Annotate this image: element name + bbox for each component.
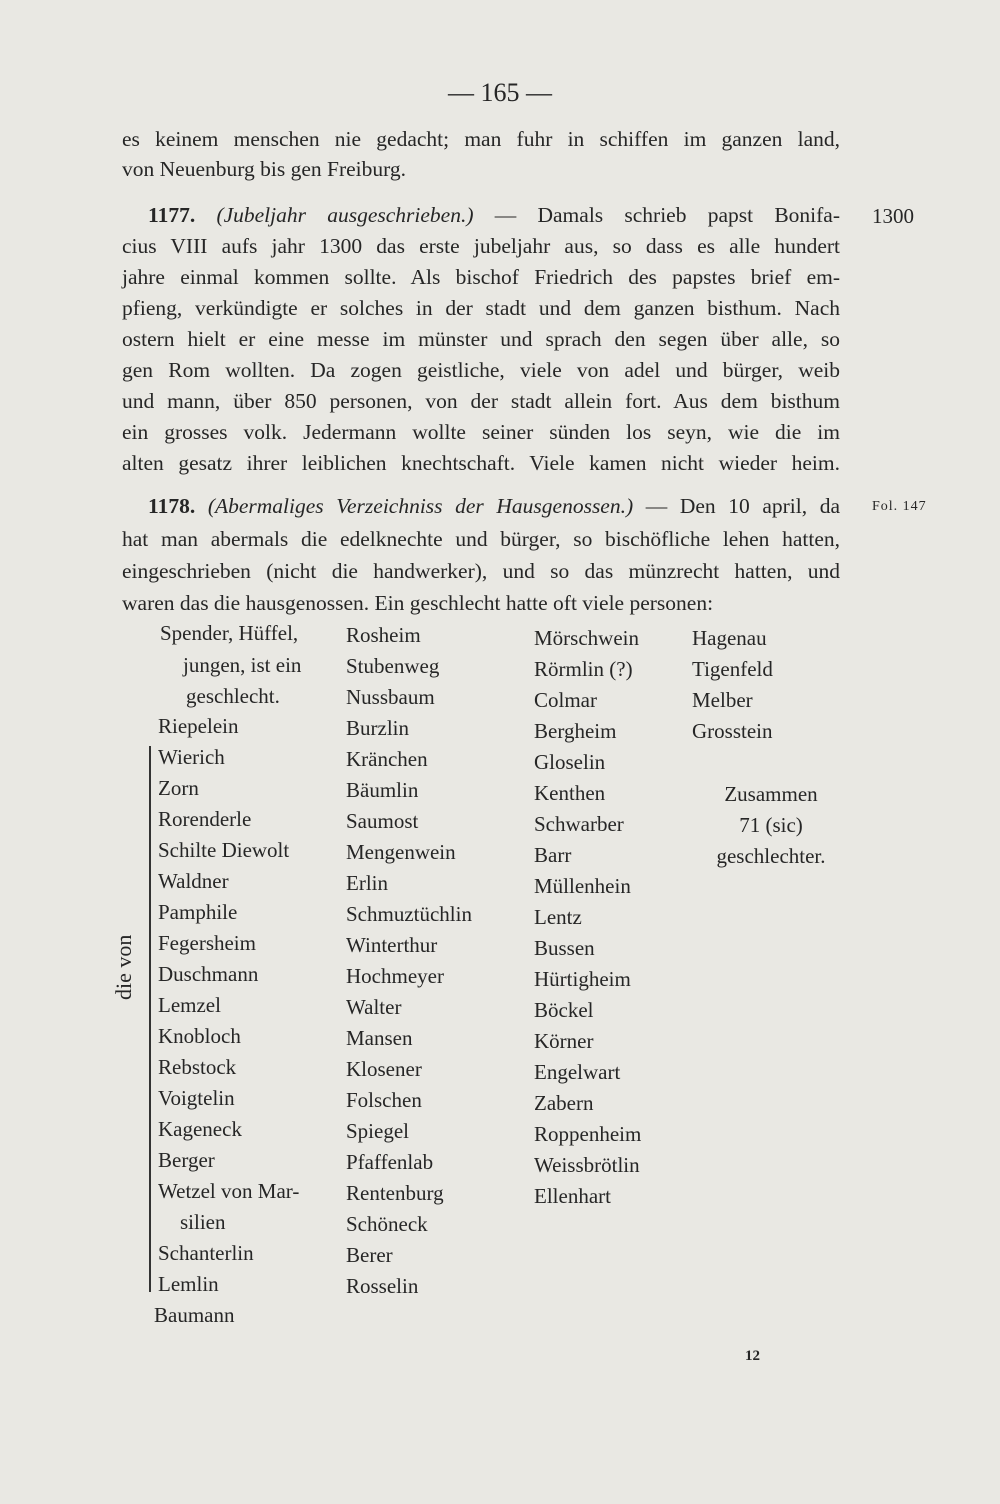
family-name: Grosstein: [692, 719, 773, 743]
family-name: Bergheim: [534, 719, 617, 743]
section-1178-heading-line: [148, 491, 840, 521]
family-name: Schmuztüchlin: [346, 902, 472, 926]
family-name: Engelwart: [534, 1060, 621, 1084]
page-number: — 165 —: [448, 78, 552, 107]
family-name: Tigenfeld: [692, 657, 773, 681]
family-name: Rörmlin (?): [534, 657, 633, 681]
family-name: Wierich: [158, 745, 225, 769]
family-name: Kenthen: [534, 781, 606, 805]
family-name: Lemzel: [158, 993, 221, 1017]
family-name: Kränchen: [346, 747, 428, 771]
family-name: Zabern: [534, 1091, 594, 1115]
family-name: Stubenweg: [346, 654, 440, 678]
family-name: jungen, ist ein: [183, 653, 302, 677]
family-name: Spender, Hüffel,: [160, 621, 299, 645]
text-line: waren das die hausgenossen. Ein geschlecht hatte oft viele personen:: [122, 591, 714, 615]
family-name: Rentenburg: [346, 1181, 444, 1205]
total-count: 71 (sic): [739, 813, 803, 837]
family-name: Mengenwein: [346, 840, 456, 864]
family-name: Zorn: [158, 776, 199, 800]
family-name: Spiegel: [346, 1119, 409, 1143]
family-name: Bäumlin: [346, 778, 419, 802]
family-name: Baumann: [154, 1303, 235, 1327]
family-name: Wetzel von Mar-: [158, 1179, 300, 1203]
family-name: Weissbrötlin: [534, 1153, 640, 1177]
family-name: Rosheim: [346, 623, 421, 647]
family-name: Pamphile: [158, 900, 238, 924]
brace-label: die von: [111, 934, 136, 1000]
total-unit: geschlechter.: [716, 844, 826, 868]
section-number: 1178.: [148, 494, 196, 518]
family-name: Nussbaum: [346, 685, 435, 709]
family-name: Melber: [692, 688, 753, 712]
family-name: Bussen: [534, 936, 595, 960]
family-name: Ellenhart: [534, 1184, 611, 1208]
family-name: Colmar: [534, 688, 597, 712]
text-line: pfieng, verkündigte er solches in der stadt und dem ganzen bisthum. Nach: [122, 296, 840, 320]
section-number: 1177.: [148, 203, 196, 227]
family-name: Mansen: [346, 1026, 413, 1050]
family-name: Schöneck: [346, 1212, 428, 1236]
text-line: eingeschrieben (nicht die handwerker), und so das münzrecht hatten, und: [122, 559, 840, 583]
total-label: Zusammen: [724, 782, 818, 806]
family-name: Riepelein: [158, 714, 239, 738]
family-name: Berer: [346, 1243, 393, 1267]
text-line: und mann, über 850 personen, von der stadt allein fort. Aus dem bisthum: [122, 389, 840, 413]
family-name: Lemlin: [158, 1272, 219, 1296]
family-name: Hagenau: [692, 626, 767, 650]
family-name: Waldner: [158, 869, 229, 893]
family-name: Pfaffenlab: [346, 1150, 434, 1174]
family-name: Saumost: [346, 809, 419, 833]
family-name: Knobloch: [158, 1024, 241, 1048]
text-line: cius VIII aufs jahr 1300 das erste jubeljahr aus, so dass es alle hundert: [122, 234, 840, 258]
family-name: Walter: [346, 995, 402, 1019]
family-name: Hürtigheim: [534, 967, 631, 991]
family-name: Winterthur: [346, 933, 438, 957]
text-line: gen Rom wollten. Da zogen geistliche, viele von adel und bürger, weib: [122, 358, 840, 382]
family-name: Voigtelin: [158, 1086, 235, 1110]
section-title: (Jubeljahr ausgeschrieben.): [216, 203, 474, 227]
family-name: silien: [180, 1210, 226, 1234]
family-name: Kageneck: [158, 1117, 242, 1141]
family-name: Roppenheim: [534, 1122, 642, 1146]
family-name: Folschen: [346, 1088, 422, 1112]
text-line: ostern hielt er eine messe im münster und sprach den segen über alle, so: [122, 327, 840, 351]
section-text: — Den 10 april, da: [633, 494, 841, 518]
section-1177-heading-line: [148, 200, 840, 230]
family-name: Gloselin: [534, 750, 606, 774]
family-name: Rorenderle: [158, 807, 252, 831]
family-name: Rebstock: [158, 1055, 237, 1079]
family-name: Schanterlin: [158, 1241, 254, 1265]
family-name: Erlin: [346, 871, 388, 895]
signature-mark: 12: [745, 1348, 760, 1364]
family-name: Barr: [534, 843, 572, 867]
family-name: Schilte Diewolt: [158, 838, 290, 862]
family-name: Fegersheim: [158, 931, 256, 955]
family-name: Schwarber: [534, 812, 624, 836]
family-name: Mörschwein: [534, 626, 639, 650]
family-name: Lentz: [534, 905, 582, 929]
family-name: Klosener: [346, 1057, 422, 1081]
section-text: — Damals schrieb papst Bonifa-: [473, 203, 840, 227]
family-name: geschlecht.: [186, 684, 280, 708]
text-line: ein grosses volk. Jedermann wollte seiner sünden los seyn, wie die im: [122, 420, 840, 444]
section-title: (Abermaliges Verzeichniss der Hausgenossen.): [207, 494, 634, 518]
family-name: Berger: [158, 1148, 215, 1172]
text-line: alten gesatz ihrer leiblichen knechtschaft. Viele kamen nicht wieder heim.: [122, 451, 840, 475]
margin-folio: Fol. 147: [872, 499, 927, 514]
text-line: jahre einmal kommen sollte. Als bischof Friedrich des papstes brief em-: [122, 265, 840, 289]
brace-line: [149, 746, 151, 1292]
family-name: Körner: [534, 1029, 594, 1053]
text-line: hat man abermals die edelknechte und bürger, so bischöfliche lehen hatten,: [122, 527, 840, 551]
family-name: Müllenhein: [534, 874, 631, 898]
family-name: Burzlin: [346, 716, 409, 740]
family-name: Böckel: [534, 998, 594, 1022]
margin-year: 1300: [872, 204, 914, 228]
text-line: von Neuenburg bis gen Freiburg.: [122, 157, 407, 181]
text-line: es keinem menschen nie gedacht; man fuhr in schiffen im ganzen land,: [122, 127, 840, 151]
family-name: Hochmeyer: [346, 964, 444, 988]
family-name: Rosselin: [346, 1274, 419, 1298]
family-name: Duschmann: [158, 962, 259, 986]
